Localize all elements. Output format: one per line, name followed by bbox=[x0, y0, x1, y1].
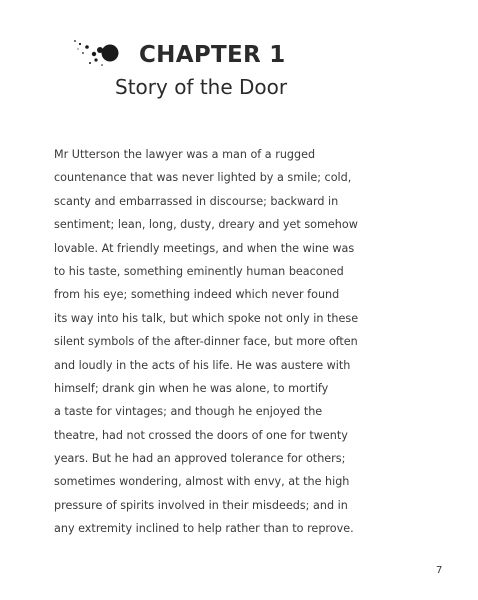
chapter-number: CHAPTER 1 bbox=[139, 42, 286, 68]
body-line: Mr Utterson the lawyer was a man of a rugged bbox=[54, 148, 316, 161]
body-line: silent symbols of the after-dinner face, but more often bbox=[54, 335, 358, 349]
body-line: to his taste, something eminently human beaconed bbox=[54, 264, 344, 278]
body-line: scanty and embarrassed in discourse; backward in bbox=[54, 194, 339, 208]
ink-splatter-icon bbox=[66, 38, 126, 78]
body-line: theatre, had not crossed the doors of one for twenty bbox=[54, 428, 348, 442]
body-line: and loudly in the acts of his life. He was austere with bbox=[54, 358, 351, 372]
body-line: lovable. At friendly meetings, and when the wine was bbox=[54, 241, 355, 255]
body-line: a taste for vintages; and though he enjoyed the bbox=[54, 405, 323, 419]
page-number: 7 bbox=[436, 565, 443, 576]
body-line: from his eye; something indeed which never found bbox=[54, 288, 340, 302]
chapter-body bbox=[54, 146, 359, 544]
chapter-title: Story of the Door bbox=[115, 75, 288, 99]
body-line: pressure of spirits involved in their misdeeds; and in bbox=[54, 498, 348, 512]
body-line: its way into his talk, but which spoke not only in these bbox=[54, 311, 359, 325]
body-line: years. But he had an approved tolerance for others; bbox=[54, 452, 346, 466]
body-line: sometimes wondering, almost with envy, at the high bbox=[54, 475, 350, 489]
body-line: himself; drank gin when he was alone, to mortify bbox=[54, 381, 329, 395]
body-line: sentiment; lean, long, dusty, dreary and yet somehow bbox=[54, 218, 358, 232]
body-line: any extremity inclined to help rather than to reprove. bbox=[54, 522, 354, 536]
body-line: countenance that was never lighted by a smile; cold, bbox=[54, 171, 352, 185]
